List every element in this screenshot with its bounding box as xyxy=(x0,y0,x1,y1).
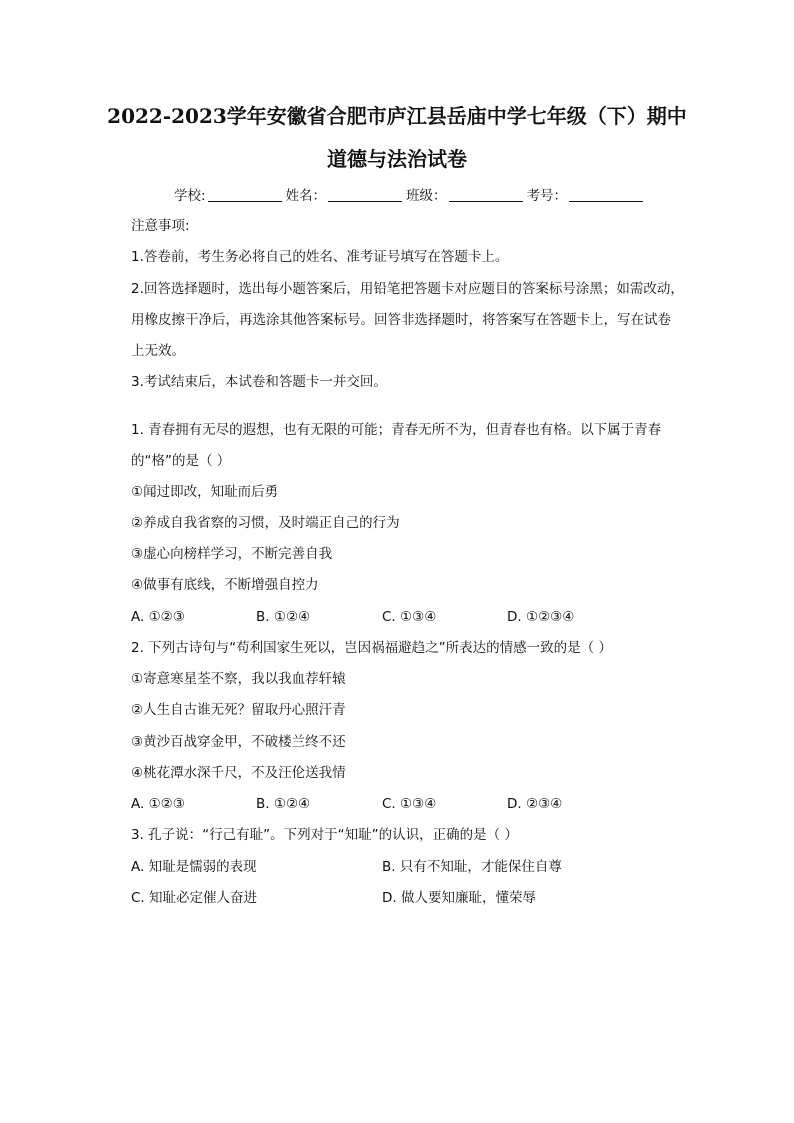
class-blank xyxy=(449,187,523,202)
name-blank xyxy=(328,187,402,202)
name-label: 姓名： xyxy=(285,188,327,204)
question-2-item: ①寄意寒星荃不察，我以我血荐轩辕 xyxy=(131,671,346,687)
question-1-item: ②养成自我省察的习惯，及时端正自己的行为 xyxy=(131,515,400,531)
option-d: D. 做人要知廉耻，懂荣辱 xyxy=(382,890,536,906)
option-c: C. 知耻必定催人奋进 xyxy=(131,890,258,906)
student-info-row xyxy=(174,186,647,206)
page-subtitle: 道德与法治试卷 xyxy=(327,147,467,171)
option-a: A. 知耻是懦弱的表现 xyxy=(131,859,257,875)
class-label: 班级： xyxy=(406,188,447,204)
question-1-item: ①闻过即改，知耻而后勇 xyxy=(131,484,279,500)
question-1-stem-cont: 的“格”的是（ ） xyxy=(131,453,231,469)
question-1-item: ④做事有底线，不断增强自控力 xyxy=(131,577,319,593)
notes-item: 上无效。 xyxy=(131,343,185,359)
question-2-item: ②人生自古谁无死？留取丹心照汗青 xyxy=(131,702,346,718)
question-1-stem: 1. 青春拥有无尽的遐想，也有无限的可能；青春无所不为，但青春也有格。以下属于青春 xyxy=(131,422,662,438)
option-d: D. ②③④ xyxy=(507,796,563,812)
question-2-item: ④桃花潭水深千尺，不及汪伦送我情 xyxy=(131,765,346,781)
option-a: A. ①②③ xyxy=(131,609,185,625)
notes-item: 3.考试结束后，本试卷和答题卡一并交回。 xyxy=(131,374,387,390)
question-1-item: ③虚心向榜样学习，不断完善自我 xyxy=(131,546,333,562)
question-3-stem: 3. 孔子说：“行己有耻”。下列对于“知耻”的认识，正确的是（ ） xyxy=(131,827,518,843)
page-title: 2022-2023学年安徽省合肥市庐江县岳庙中学七年级（下）期中 xyxy=(107,104,687,128)
notes-item: 2.回答选择题时，选出每小题答案后，用铅笔把答题卡对应题目的答案标号涂黑；如需改动， xyxy=(131,281,684,297)
option-a: A. ①②③ xyxy=(131,796,185,812)
option-b: B. ①②④ xyxy=(256,796,311,812)
notes-item: 用橡皮擦干净后，再选涂其他答案标号。回答非选择题时，将答案写在答题卡上，写在试卷 xyxy=(131,312,671,328)
option-b: B. 只有不知耻，才能保住自尊 xyxy=(382,859,562,875)
option-c: C. ①③④ xyxy=(382,796,437,812)
option-d: D. ①②③④ xyxy=(507,609,575,625)
notes-item: 1.答卷前，考生务必将自己的姓名、准考证号填写在答题卡上。 xyxy=(131,249,509,265)
option-b: B. ①②④ xyxy=(256,609,311,625)
question-2-stem: 2. 下列古诗句与“苟利国家生死以，岂因祸福避趋之”所表达的情感一致的是（ ） xyxy=(131,640,612,656)
number-blank xyxy=(569,187,643,202)
school-blank xyxy=(208,187,282,202)
option-c: C. ①③④ xyxy=(382,609,437,625)
question-2-item: ③黄沙百战穿金甲，不破楼兰终不还 xyxy=(131,734,346,750)
notes-title: 注意事项: xyxy=(131,218,190,234)
school-label: 学校: xyxy=(174,188,206,204)
number-label: 考号： xyxy=(526,188,568,204)
